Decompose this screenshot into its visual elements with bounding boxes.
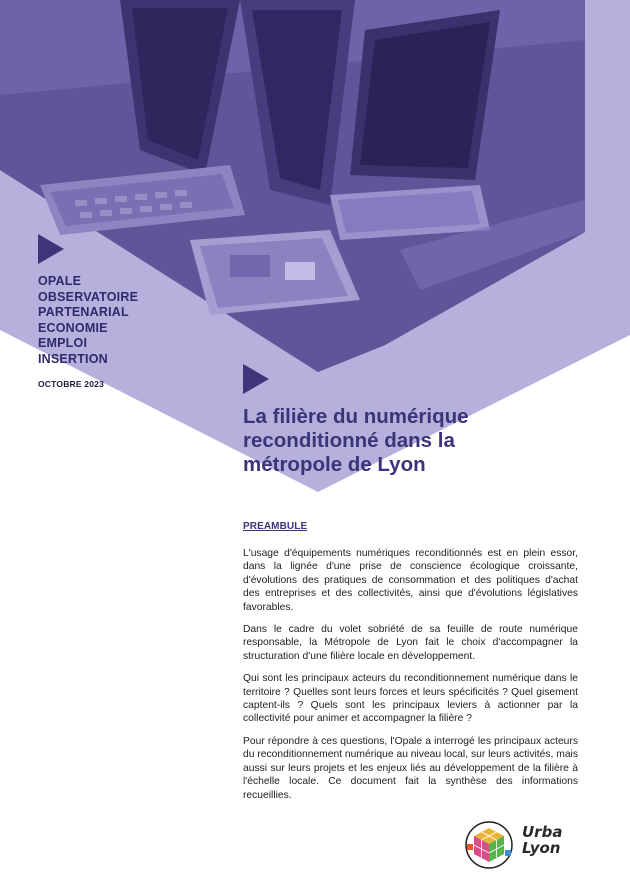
title-line: reconditionné dans la — [243, 429, 455, 452]
org-line: INSERTION — [38, 351, 108, 366]
title-line: La filière du numérique — [243, 405, 469, 428]
logo-text — [522, 824, 562, 856]
urbalyon-logo — [464, 820, 574, 870]
logo-line: Lyon — [522, 839, 561, 857]
logo-line: Urba — [522, 823, 563, 841]
org-line: PARTENARIAL — [38, 305, 129, 319]
org-line: OPALE — [38, 274, 82, 288]
org-line: ECONOMIE — [38, 320, 108, 335]
organization-name — [38, 274, 138, 367]
paragraph: L'usage d'équipements numériques reconditionnés est en plein essor, dans la lignée d'une prise de conscience écologique croissante, d'évolutions des pratiques de consommation et des politiques d'achat des entreprises et des collectivités, ainsi que d'évolutions législatives favorables. — [243, 548, 578, 613]
logo-cube-icon — [464, 820, 516, 870]
section-heading: PREAMBULE — [243, 521, 308, 532]
preamble-body — [243, 547, 578, 811]
play-triangle-icon — [38, 234, 64, 264]
publication-date: OCTOBRE 2023 — [38, 379, 105, 389]
title-line: métropole de Lyon — [243, 453, 426, 476]
paragraph: Dans le cadre du volet sobriété de sa feuille de route numérique responsable, la Métropole de Lyon fait le choix d'accompagner la structuration d'une filière locale en développement. — [243, 624, 578, 662]
paragraph: Pour répondre à ces questions, l'Opale a interrogé les principaux acteurs du reconditionnement numérique au niveau local, sur leurs activités, mais aussi sur leurs projets et les enjeux liés au développement de la filière à l'échelle locale. Ce document fait la synthèse des informations recueillies. — [243, 735, 578, 801]
paragraph: Qui sont les principaux acteurs du reconditionnement numérique dans le territoire ? Quelles sont leurs forces et leurs spécificités ? Quel gisement captent-ils ? Quels sont les principaux leviers à actionner par la collectivité pour animer et accompagner la filière ? — [243, 673, 578, 725]
play-triangle-icon — [243, 364, 269, 394]
org-line: OBSERVATOIRE — [38, 289, 139, 304]
document-title — [243, 405, 543, 477]
org-line: EMPLOI — [38, 336, 88, 350]
